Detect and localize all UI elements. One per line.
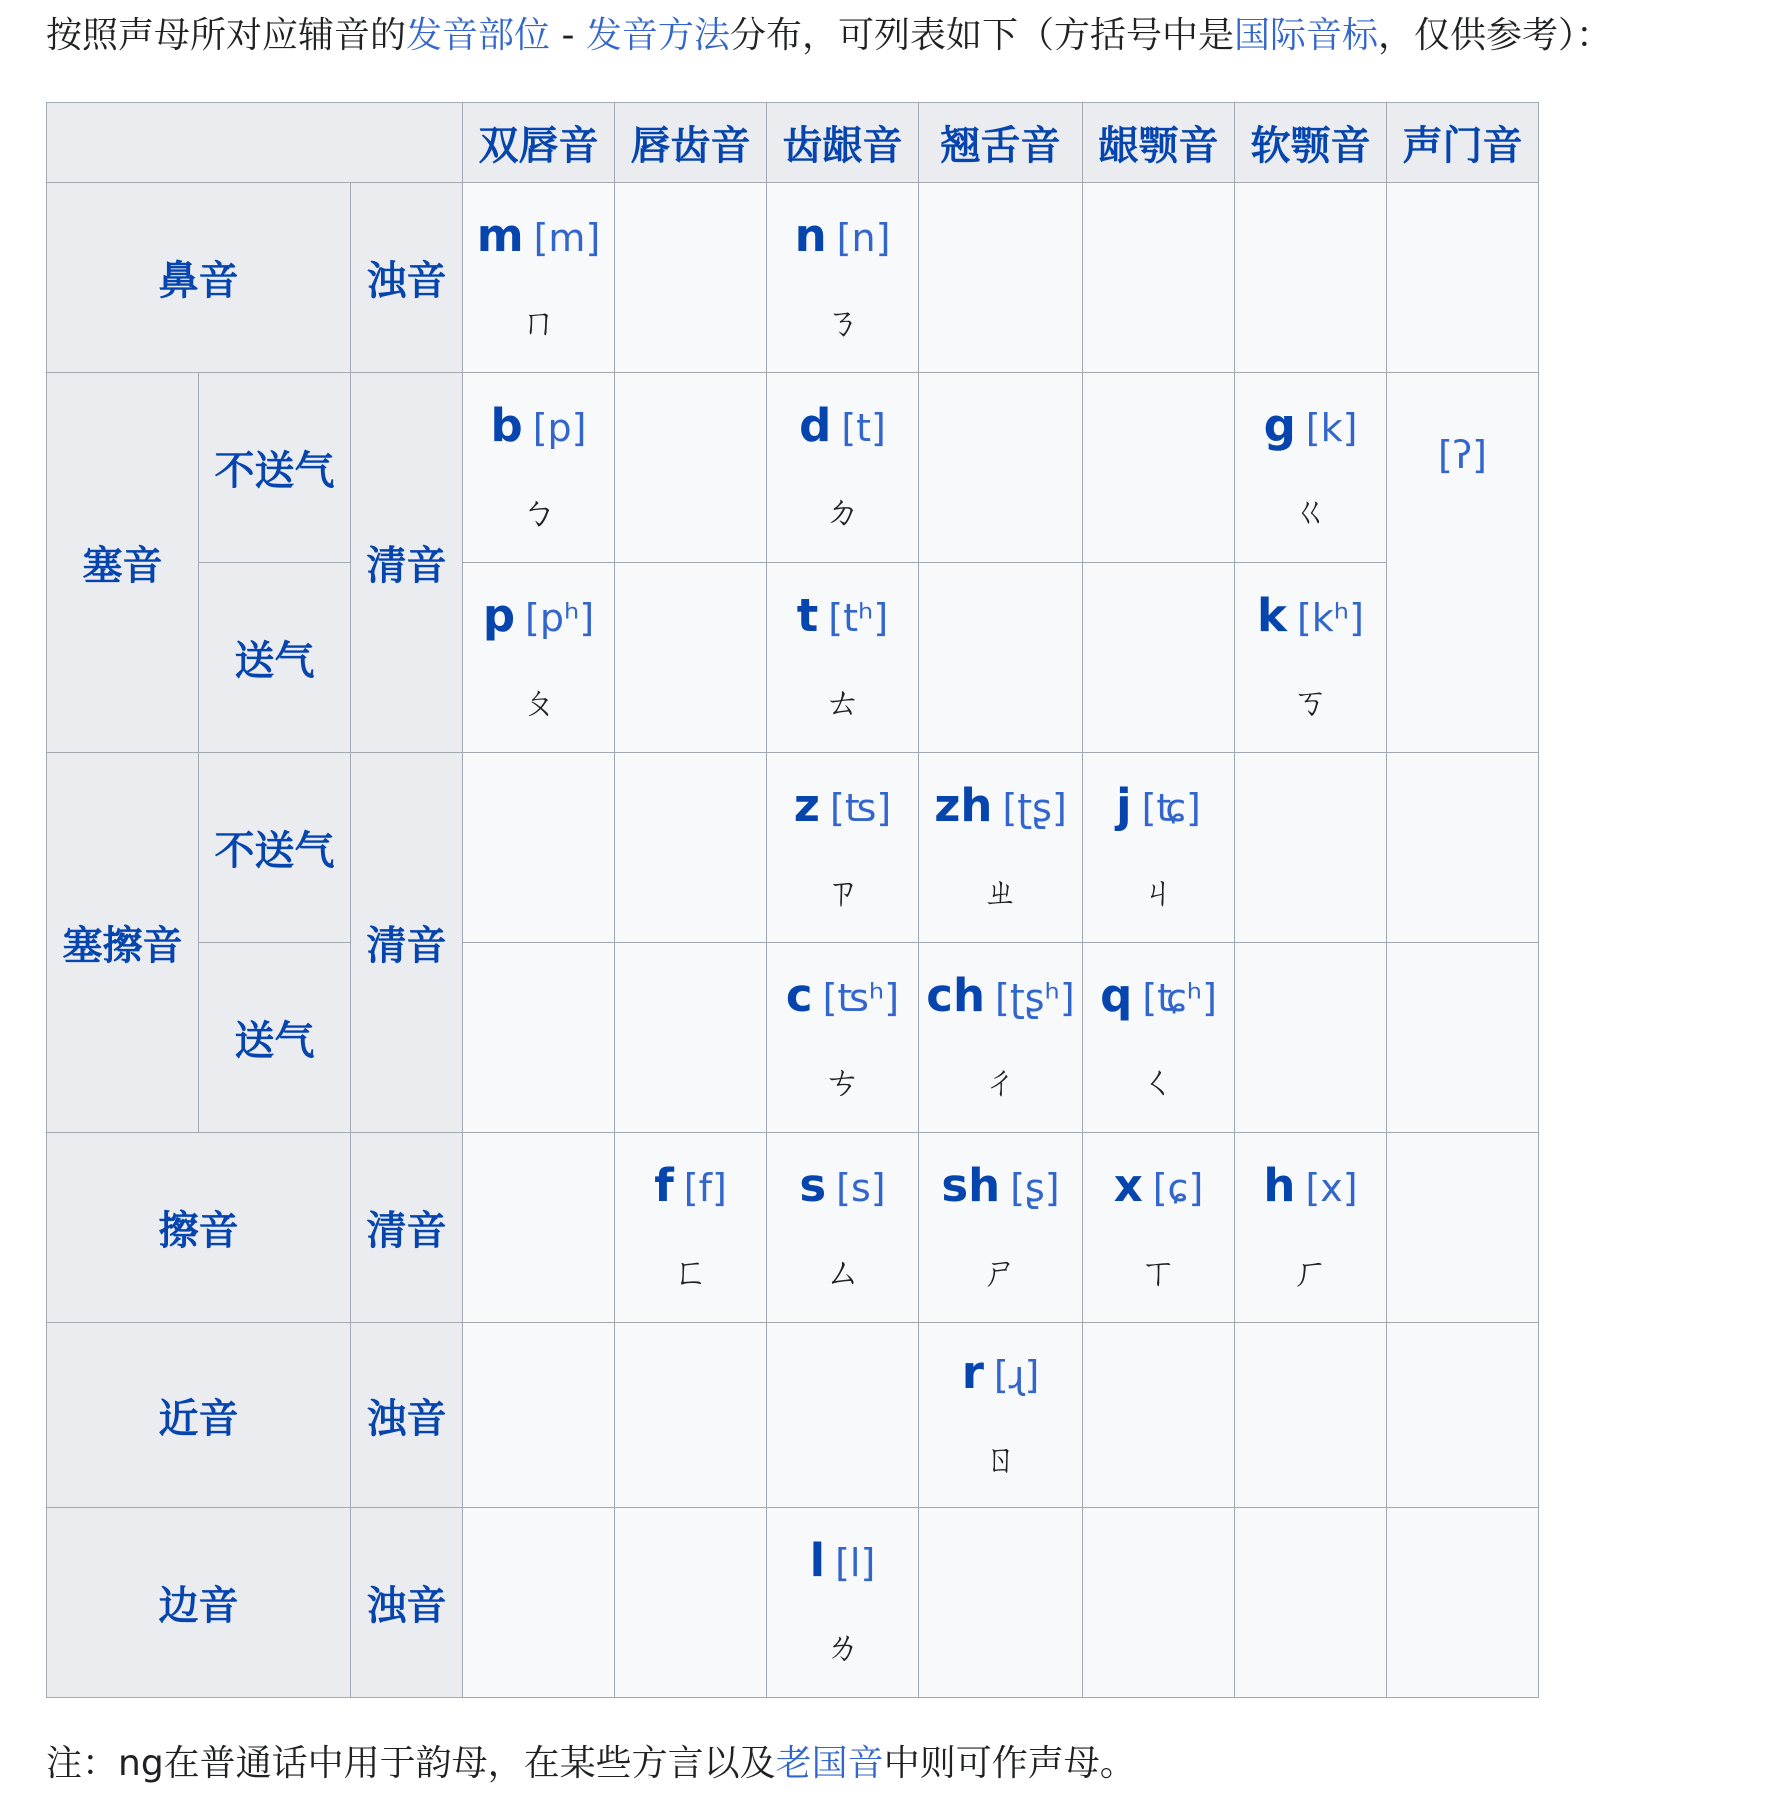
cell-empty — [463, 1133, 615, 1323]
cell-empty — [1235, 1323, 1387, 1508]
cell-h — [1235, 1133, 1387, 1323]
row-header-approximant[interactable]: 近音 — [47, 1323, 351, 1508]
cell-l — [767, 1508, 919, 1698]
row-fricative — [47, 1133, 1539, 1323]
ipa-s[interactable]: [s] — [836, 1165, 886, 1210]
intro-text-1: 按照声母所对应辅音的 — [46, 15, 407, 56]
cell-empty — [1387, 1133, 1539, 1323]
aspiration-plosive-aspirated[interactable]: 送气 — [199, 563, 351, 753]
header-row — [47, 103, 1539, 183]
ipa-m[interactable]: [m] — [533, 215, 601, 260]
ipa-glottal-stop[interactable]: [ʔ] — [1437, 433, 1488, 477]
ipa-c[interactable]: [ʦʰ] — [822, 975, 900, 1020]
cell-empty — [463, 1508, 615, 1698]
ipa-q[interactable]: [ʨʰ] — [1142, 975, 1217, 1020]
col-alveolo-palatal[interactable]: 龈颚音 — [1083, 103, 1235, 183]
cell-j — [1083, 753, 1235, 943]
corner-cell — [47, 103, 463, 183]
zhuyin-g: ㄍ — [1292, 491, 1329, 533]
initials-table — [46, 102, 1539, 1698]
zhuyin-f: ㄈ — [672, 1251, 709, 1293]
zhuyin-s: ㄙ — [824, 1251, 861, 1293]
cell-t — [767, 563, 919, 753]
zhuyin-r: ㄖ — [982, 1439, 1019, 1480]
cell-empty — [615, 1508, 767, 1698]
note-text-1: 注：ng在普通话中用于韵母，在某些方言以及 — [46, 1743, 776, 1784]
cell-s — [767, 1133, 919, 1323]
cell-n — [767, 183, 919, 373]
row-affricate-aspirated — [47, 943, 1539, 1133]
ipa-h[interactable]: [x] — [1305, 1165, 1358, 1210]
cell-k — [1235, 563, 1387, 753]
intro-text-3: 分布，可列表如下（方括号中是 — [729, 15, 1234, 56]
cell-b — [463, 373, 615, 563]
pinyin-c[interactable]: c — [785, 968, 813, 1022]
voicing-plosive[interactable]: 清音 — [351, 373, 463, 753]
cell-empty — [1083, 373, 1235, 563]
cell-zh — [919, 753, 1083, 943]
cell-empty — [919, 563, 1083, 753]
pinyin-sh[interactable]: sh — [941, 1158, 1001, 1212]
note-text-2: 中则可作声母。 — [883, 1743, 1136, 1784]
row-header-plosive[interactable]: 塞音 — [47, 373, 199, 753]
voicing-lateral[interactable]: 浊音 — [351, 1508, 463, 1698]
pinyin-n[interactable]: n — [794, 208, 827, 262]
cell-p — [463, 563, 615, 753]
col-retroflex[interactable]: 翘舌音 — [919, 103, 1083, 183]
pinyin-b[interactable]: b — [490, 398, 523, 452]
cell-empty — [919, 373, 1083, 563]
cell-sh — [919, 1133, 1083, 1323]
cell-empty — [1083, 183, 1235, 373]
cell-x — [1083, 1133, 1235, 1323]
voicing-approximant[interactable]: 浊音 — [351, 1323, 463, 1508]
col-bilabial[interactable]: 双唇音 — [463, 103, 615, 183]
cell-empty — [1387, 943, 1539, 1133]
zhuyin-d: ㄉ — [824, 491, 861, 533]
cell-g — [1235, 373, 1387, 563]
aspiration-affricate-unaspirated[interactable]: 不送气 — [199, 753, 351, 943]
pinyin-m[interactable]: m — [476, 208, 524, 262]
cell-empty — [615, 563, 767, 753]
ipa-z[interactable]: [ʦ] — [830, 785, 892, 830]
pinyin-q[interactable]: q — [1100, 968, 1133, 1022]
ipa-sh[interactable]: [ʂ] — [1010, 1165, 1060, 1210]
zhuyin-l: ㄌ — [824, 1626, 861, 1668]
manner-of-articulation-link[interactable]: 发音方法 — [585, 15, 730, 56]
ipa-b[interactable]: [p] — [532, 405, 587, 450]
col-glottal[interactable]: 声门音 — [1387, 103, 1539, 183]
row-header-affricate[interactable]: 塞擦音 — [47, 753, 199, 1133]
zhuyin-p: ㄆ — [520, 681, 557, 723]
pinyin-s[interactable]: s — [799, 1158, 827, 1212]
old-national-pronunciation-link[interactable]: 老国音 — [775, 1743, 884, 1784]
ipa-l[interactable]: [l] — [835, 1540, 876, 1585]
cell-empty — [1083, 1323, 1235, 1508]
cell-empty — [1235, 183, 1387, 373]
row-plosive-aspirated — [47, 563, 1539, 753]
pinyin-z[interactable]: z — [793, 778, 820, 832]
row-affricate-unaspirated — [47, 753, 1539, 943]
aspiration-plosive-unaspirated[interactable]: 不送气 — [199, 373, 351, 563]
cell-empty — [463, 943, 615, 1133]
cell-empty — [1387, 1508, 1539, 1698]
pinyin-j[interactable]: j — [1116, 778, 1132, 832]
ipa-zh[interactable]: [ʈʂ] — [1002, 785, 1067, 830]
voicing-affricate[interactable]: 清音 — [351, 753, 463, 1133]
zhuyin-c: ㄘ — [824, 1061, 861, 1103]
ipa-x[interactable]: [ɕ] — [1152, 1165, 1204, 1210]
cell-empty — [615, 1323, 767, 1508]
ipa-r[interactable]: [ɻ] — [993, 1353, 1040, 1397]
zhuyin-t: ㄊ — [824, 681, 861, 723]
cell-empty — [1235, 943, 1387, 1133]
zhuyin-b: ㄅ — [520, 491, 557, 533]
cell-empty — [1083, 563, 1235, 753]
cell-empty — [919, 1508, 1083, 1698]
pinyin-x[interactable]: x — [1113, 1158, 1143, 1212]
ipa-f[interactable]: [f] — [683, 1165, 727, 1210]
cell-empty — [1235, 753, 1387, 943]
zhuyin-ch: ㄔ — [982, 1061, 1019, 1103]
row-lateral — [47, 1508, 1539, 1698]
zhuyin-q: ㄑ — [1140, 1061, 1177, 1103]
row-nasal — [47, 183, 1539, 373]
cell-empty — [1387, 753, 1539, 943]
ipa-g[interactable]: [k] — [1305, 405, 1358, 450]
pinyin-d[interactable]: d — [799, 398, 832, 452]
ipa-j[interactable]: [ʨ] — [1141, 785, 1201, 830]
cell-m — [463, 183, 615, 373]
zhuyin-k: ㄎ — [1292, 681, 1329, 723]
zhuyin-zh: ㄓ — [982, 871, 1019, 913]
pinyin-p[interactable]: p — [482, 588, 516, 642]
cell-empty — [767, 1323, 919, 1508]
ipa-n[interactable]: [n] — [836, 215, 891, 260]
row-approximant — [47, 1323, 1539, 1508]
ipa-t[interactable]: [tʰ] — [828, 595, 889, 640]
row-header-nasal[interactable]: 鼻音 — [47, 183, 351, 373]
cell-empty — [919, 183, 1083, 373]
ipa-ch[interactable]: [ʈʂʰ] — [995, 975, 1075, 1020]
cell-empty — [1387, 183, 1539, 373]
pinyin-g[interactable]: g — [1263, 398, 1296, 452]
ipa-d[interactable]: [t] — [841, 405, 886, 450]
zhuyin-m: ㄇ — [520, 301, 557, 343]
cell-r — [919, 1323, 1083, 1508]
row-plosive-unaspirated — [47, 373, 1539, 563]
cell-glottal-stop — [1387, 373, 1539, 753]
zhuyin-n: ㄋ — [824, 301, 861, 343]
pinyin-zh[interactable]: zh — [934, 778, 993, 832]
col-alveolar[interactable]: 齿龈音 — [767, 103, 919, 183]
ipa-k[interactable]: [kʰ] — [1296, 595, 1364, 640]
pinyin-h[interactable]: h — [1263, 1158, 1296, 1212]
voicing-fricative[interactable]: 清音 — [351, 1133, 463, 1323]
intro-text-4: ，仅供参考）： — [1377, 15, 1612, 56]
zhuyin-x: ㄒ — [1140, 1251, 1177, 1293]
cell-ch — [919, 943, 1083, 1133]
place-of-articulation-link[interactable]: 发音部位 — [406, 15, 551, 56]
cell-empty — [615, 373, 767, 563]
cell-empty — [1235, 1508, 1387, 1698]
pinyin-l[interactable]: l — [809, 1533, 826, 1587]
cell-c — [767, 943, 919, 1133]
zhuyin-h: ㄏ — [1292, 1251, 1329, 1293]
cell-empty — [615, 943, 767, 1133]
cell-empty — [1387, 1323, 1539, 1508]
row-header-lateral[interactable]: 边音 — [47, 1508, 351, 1698]
voicing-nasal[interactable]: 浊音 — [351, 183, 463, 373]
pinyin-k[interactable]: k — [1257, 588, 1287, 642]
intro-text-2: - — [550, 15, 586, 56]
ipa-p[interactable]: [pʰ] — [525, 595, 595, 640]
cell-empty — [1083, 1508, 1235, 1698]
cell-z — [767, 753, 919, 943]
ipa-link[interactable]: 国际音标 — [1233, 15, 1378, 56]
cell-empty — [615, 183, 767, 373]
cell-empty — [615, 753, 767, 943]
col-labiodental[interactable]: 唇齿音 — [615, 103, 767, 183]
pinyin-t[interactable]: t — [796, 588, 819, 642]
pinyin-ch[interactable]: ch — [926, 968, 985, 1022]
aspiration-affricate-aspirated[interactable]: 送气 — [199, 943, 351, 1133]
zhuyin-j: ㄐ — [1140, 871, 1177, 913]
cell-empty — [463, 1323, 615, 1508]
intro-paragraph — [46, 8, 1612, 64]
cell-empty — [463, 753, 615, 943]
cell-q — [1083, 943, 1235, 1133]
cell-d — [767, 373, 919, 563]
row-header-fricative[interactable]: 擦音 — [47, 1133, 351, 1323]
col-velar[interactable]: 软颚音 — [1235, 103, 1387, 183]
cell-f — [615, 1133, 767, 1323]
pinyin-f[interactable]: f — [654, 1158, 674, 1212]
footnote — [46, 1736, 1136, 1792]
zhuyin-z: ㄗ — [824, 871, 861, 913]
zhuyin-sh: ㄕ — [982, 1251, 1019, 1293]
pinyin-r[interactable]: r — [961, 1346, 984, 1399]
